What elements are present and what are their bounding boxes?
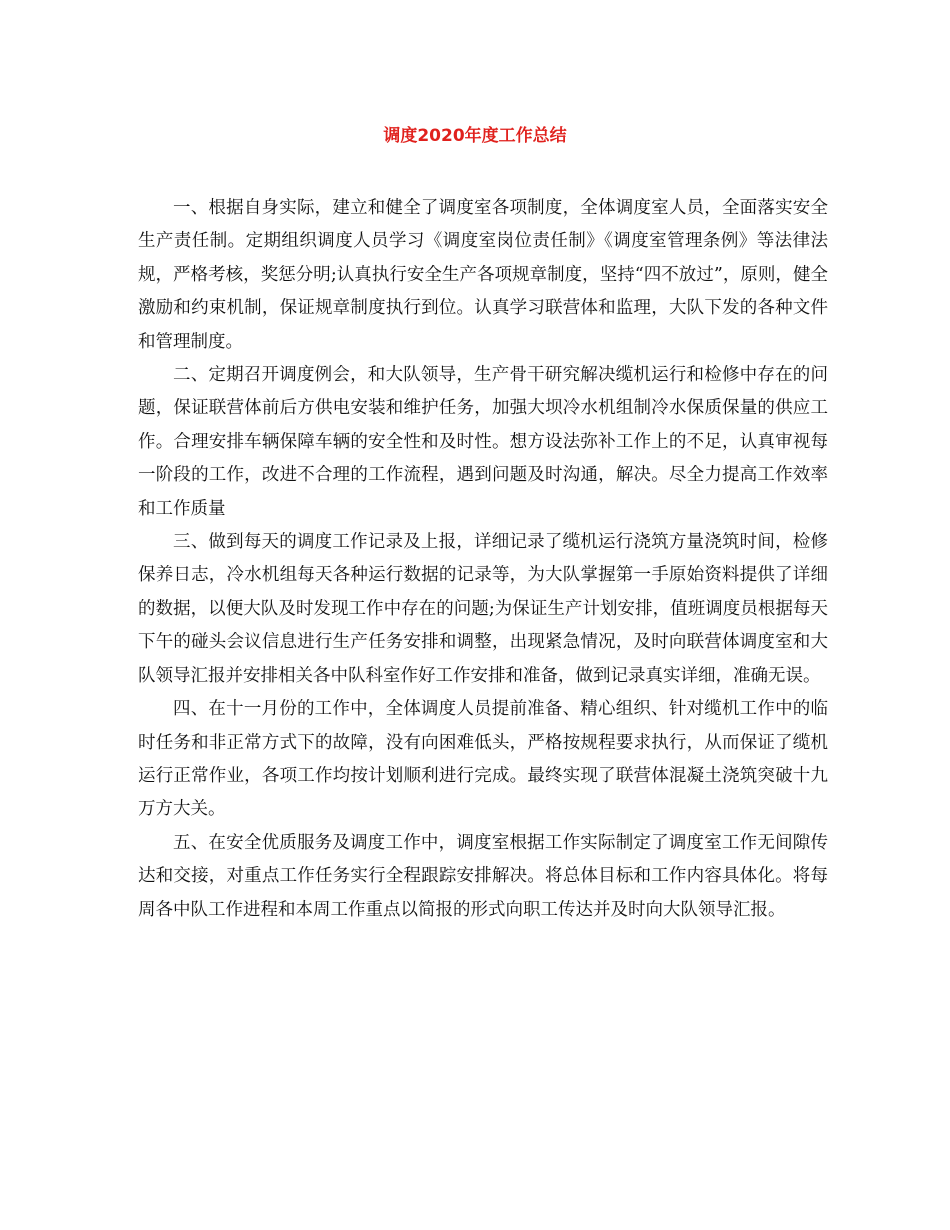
paragraph-1: 一、根据自身实际，建立和健全了调度室各项制度，全体调度室人员，全面落实安全生产责任制。定期组织调度人员学习《调度室岗位责任制》《调度室管理条例》等法律法规，严格考核，奖惩分明;认真执行安全生产各项规章制度，坚持“四不放过”，原则，健全激励和约束机制，保证规章制度执行到位。认真学习联营体和监理，大队下发的各种文件和管理制度。 bbox=[138, 198, 828, 352]
paragraph-5: 五、在安全优质服务及调度工作中，调度室根据工作实际制定了调度室工作无间隙传达和交接，对重点工作任务实行全程跟踪安排解决。将总体目标和工作内容具体化。将每周各中队工作进程和本周工作重点以简报的形式向职工传达并及时向大队领导汇报。 bbox=[138, 832, 828, 920]
paragraph-3: 三、做到每天的调度工作记录及上报，详细记录了缆机运行浇筑方量浇筑时间，检修保养日志，冷水机组每天各种运行数据的记录等，为大队掌握第一手原始资料提供了详细的数据，以便大队及时发现工作中存在的问题;为保证生产计划安排，值班调度员根据每天下午的碰头会议信息进行生产任务安排和调整，出现紧急情况，及时向联营体调度室和大队领导汇报并安排相关各中队科室作好工作安排和准备，做到记录真实详细，准确无误。 bbox=[138, 532, 828, 686]
paragraph-2: 二、定期召开调度例会，和大队领导，生产骨干研究解决缆机运行和检修中存在的问题，保证联营体前后方供电安装和维护任务，加强大坝冷水机组制冷水保质保量的供应工作。合理安排车辆保障车辆的安全性和及时性。想方设法弥补工作上的不足，认真审视每一阶段的工作，改进不合理的工作流程，遇到问题及时沟通，解决。尽全力提高工作效率和工作质量 bbox=[138, 365, 828, 519]
document-body bbox=[138, 192, 828, 927]
paragraph-4: 四、在十一月份的工作中，全体调度人员提前准备、精心组织、针对缆机工作中的临时任务和非正常方式下的故障，没有向困难低头，严格按规程要求执行，从而保证了缆机运行正常作业，各项工作均按计划顺利进行完成。最终实现了联营体混凝土浇筑突破十九万方大关。 bbox=[138, 699, 828, 820]
page-title: 调度2020年度工作总结 bbox=[383, 126, 567, 146]
